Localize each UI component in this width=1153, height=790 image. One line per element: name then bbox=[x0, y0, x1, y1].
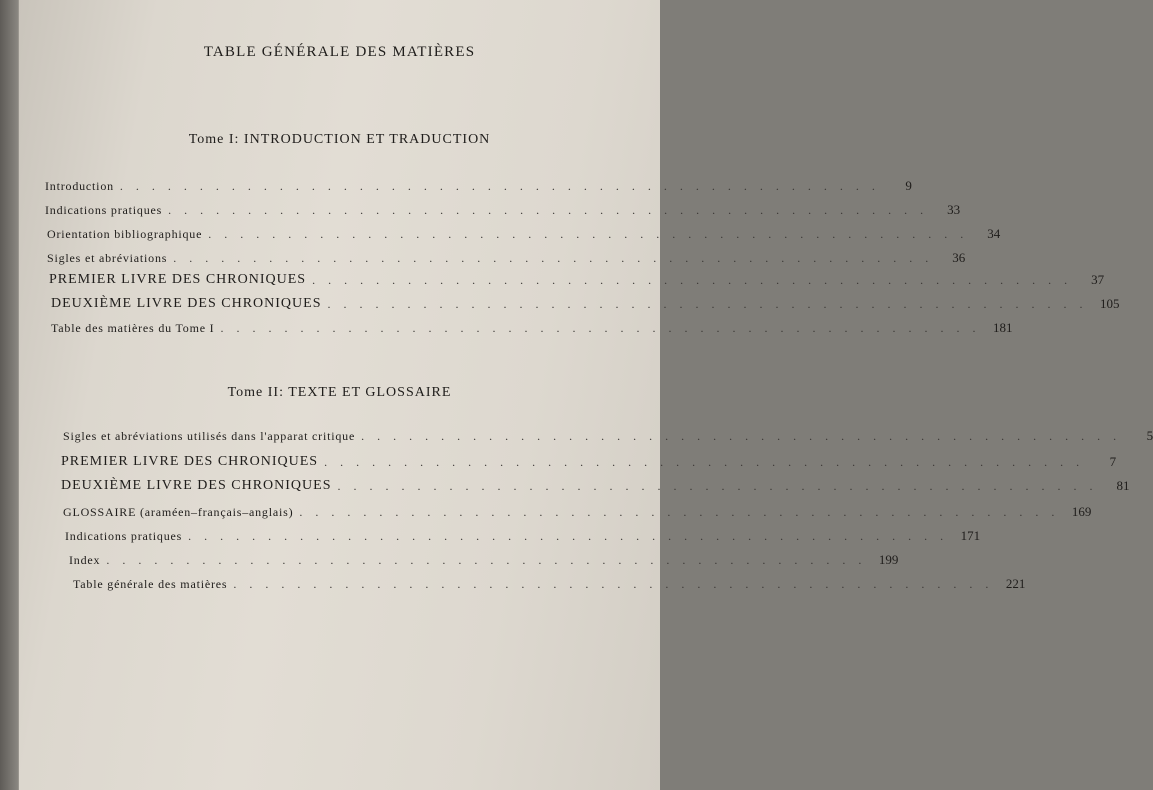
toc-entry: Orientation bibliographique . . . . . . . . . . . . . . . . . . . . . . . . . . . . . . . . . . . . . . . . . . . . . . . . 34 bbox=[47, 226, 1001, 241]
book-gutter bbox=[0, 0, 18, 790]
toc-entry-label: Orientation bibliographique bbox=[47, 227, 203, 241]
toc-entry-page: 9 bbox=[905, 178, 912, 193]
toc-entry-page: 5 bbox=[1146, 428, 1153, 443]
toc-entry: Indications pratiques . . . . . . . . . . . . . . . . . . . . . . . . . . . . . . . . . . . . . . . . . . . . . . . . 171 bbox=[65, 528, 981, 543]
toc-entry-label: Introduction bbox=[45, 179, 114, 193]
book-page bbox=[18, 0, 1153, 790]
toc-entry: Introduction . . . . . . . . . . . . . . . . . . . . . . . . . . . . . . . . . . . . . . . . . . . . . . . . 9 bbox=[45, 178, 912, 193]
toc-entry: Index . . . . . . . . . . . . . . . . . . . . . . . . . . . . . . . . . . . . . . . . . . . . . . . . 199 bbox=[69, 552, 899, 567]
toc-entry-page: 33 bbox=[947, 202, 961, 217]
toc-entry: Table des matières du Tome I . . . . . . . . . . . . . . . . . . . . . . . . . . . . . . . . . . . . . . . . . . . . . . . . 181 bbox=[51, 320, 1013, 335]
toc-entry-label: GLOSSAIRE (araméen–français–anglais) bbox=[63, 505, 294, 519]
toc-entry-page: 37 bbox=[1091, 272, 1105, 287]
toc-entry: DEUXIÈME LIVRE DES CHRONIQUES . . . . . . . . . . . . . . . . . . . . . . . . . . . . . . . . . . . . . . . . . . . . . . . . 105 bbox=[51, 296, 1120, 311]
toc-entry-label: DEUXIÈME LIVRE DES CHRONIQUES bbox=[61, 478, 332, 493]
toc-entry-label: PREMIER LIVRE DES CHRONIQUES bbox=[49, 272, 307, 287]
toc-entry-page: 34 bbox=[987, 226, 1001, 241]
tome-2-heading: Tome II: TEXTE ET GLOSSAIRE bbox=[227, 385, 452, 400]
toc-entry: PREMIER LIVRE DES CHRONIQUES . . . . . . . . . . . . . . . . . . . . . . . . . . . . . . . . . . . . . . . . . . . . . . . . 37 bbox=[49, 272, 1105, 287]
toc-entry-page: 199 bbox=[878, 552, 899, 567]
toc-entry-label: Sigles et abréviations utilisés dans l'apparat critique bbox=[63, 429, 356, 443]
tome-1-heading: Tome I: INTRODUCTION ET TRADUCTION bbox=[188, 132, 491, 147]
toc-entry: Indications pratiques . . . . . . . . . . . . . . . . . . . . . . . . . . . . . . . . . . . . . . . . . . . . . . . . 33 bbox=[45, 202, 961, 217]
toc-entry: Table générale des matières . . . . . . . . . . . . . . . . . . . . . . . . . . . . . . . . . . . . . . . . . . . . . . . . 221 bbox=[73, 576, 1026, 591]
toc-entry-page: 36 bbox=[952, 250, 966, 265]
toc-entry: DEUXIÈME LIVRE DES CHRONIQUES . . . . . . . . . . . . . . . . . . . . . . . . . . . . . . . . . . . . . . . . . . . . . . . . 81 bbox=[61, 478, 1130, 493]
toc-entry-page: 221 bbox=[1005, 576, 1026, 591]
toc-entry-page: 105 bbox=[1100, 296, 1120, 311]
toc-entry-page: 171 bbox=[960, 528, 981, 543]
toc-entry-label: Indications pratiques bbox=[45, 203, 163, 217]
toc-entry-label: Table générale des matières bbox=[73, 577, 228, 591]
page-title: TABLE GÉNÉRALE DES MATIÈRES bbox=[203, 44, 476, 60]
toc-entry-label: Index bbox=[69, 553, 101, 567]
toc-entry-label: Indications pratiques bbox=[65, 529, 183, 543]
toc-entry: Sigles et abréviations . . . . . . . . . . . . . . . . . . . . . . . . . . . . . . . . . . . . . . . . . . . . . . . . 36 bbox=[47, 250, 966, 265]
toc-entry-page: 7 bbox=[1109, 454, 1117, 469]
toc-entry: GLOSSAIRE (araméen–français–anglais) . . . . . . . . . . . . . . . . . . . . . . . . . . . . . . . . . . . . . . . . . . . . . . . . 169 bbox=[63, 504, 1092, 519]
toc-entry-label: PREMIER LIVRE DES CHRONIQUES bbox=[61, 454, 319, 469]
toc-entry-page: 169 bbox=[1071, 504, 1092, 519]
toc-entry-label: Table des matières du Tome I bbox=[51, 321, 215, 335]
toc-entry: PREMIER LIVRE DES CHRONIQUES . . . . . . . . . . . . . . . . . . . . . . . . . . . . . . . . . . . . . . . . . . . . . . . . 7 bbox=[61, 454, 1117, 469]
toc-entry-page: 181 bbox=[992, 320, 1013, 335]
toc-entry-label: Sigles et abréviations bbox=[47, 251, 168, 265]
toc-entry-label: DEUXIÈME LIVRE DES CHRONIQUES bbox=[51, 296, 322, 311]
toc-entry: Sigles et abréviations utilisés dans l'apparat critique . . . . . . . . . . . . . . . . . . . . . . . . . . . . . . . . . . . . . . . . . . . . . . . . 5 bbox=[63, 428, 1153, 443]
toc-entry-page: 81 bbox=[1116, 478, 1130, 493]
